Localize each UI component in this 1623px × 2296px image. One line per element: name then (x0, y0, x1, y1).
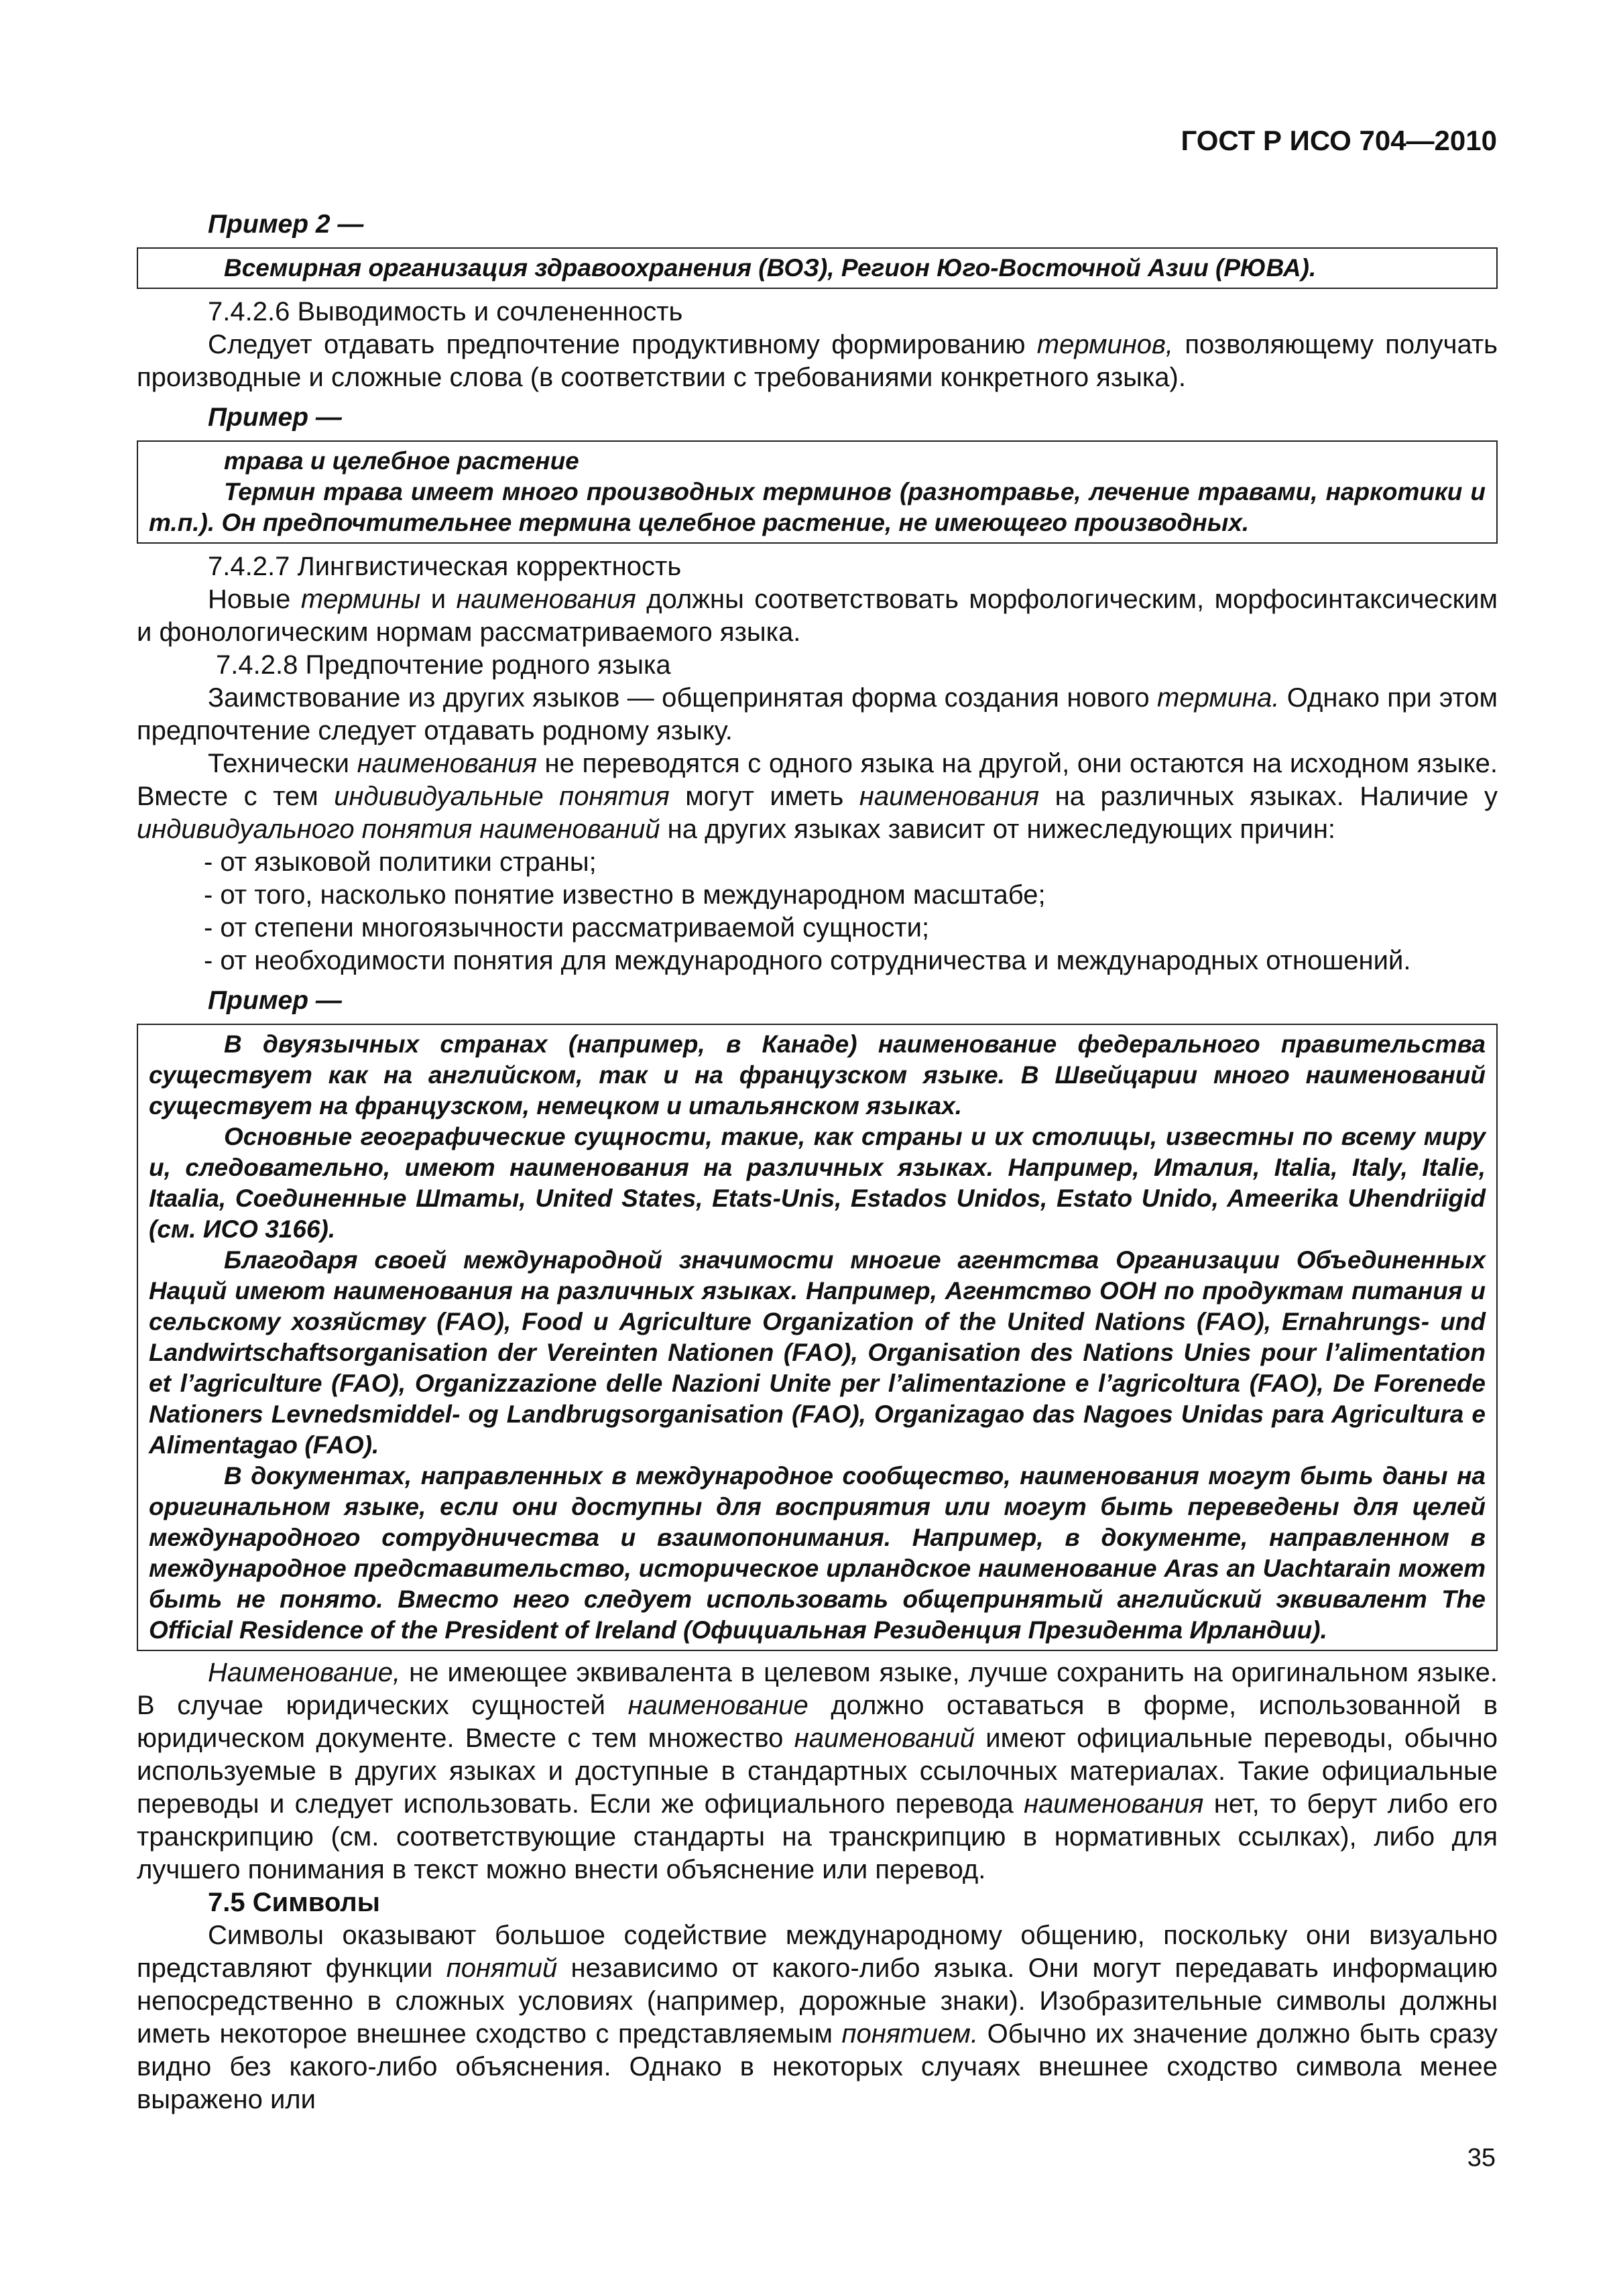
example-7-4-2-6-box (137, 440, 1498, 544)
term-emphasis: индивидуальные понятия (334, 782, 670, 811)
example-7-4-2-8-label: Пример — (208, 986, 342, 1015)
text-run: Технически (208, 749, 357, 778)
text-run: имеют официальные переводы, обычно используемые в других языках и доступные в стандартных ссылочных материалах. Такие официальные переводы и следует использовать. Если же официального перевода (137, 1724, 1498, 1819)
text-run: не имеющее эквивалента в целевом языке, лучше сохранить на оригинальном языке. В случае юридических сущностей (137, 1658, 1498, 1720)
text-run: независимо от какого-либо языка. Они могут передавать информацию непосредственно в сложных условиях (например, дорожные знаки). Изобразительные символы должны иметь некоторое внешнее сходство с представляемым (137, 1953, 1498, 2049)
term-emphasis: термины (300, 585, 421, 614)
text-run: Однако при этом предпочтение следует отдавать родному языку. (137, 683, 1498, 745)
example-term-line: трава и целебное растение (224, 447, 579, 475)
text-run: Символы оказывают большое содействие международному общению, поскольку они визуально представляют функции (137, 1921, 1498, 1983)
section-7-4-2-6-paragraph (137, 328, 1498, 394)
text-run: на различных языках. Наличие у (1039, 782, 1498, 811)
section-7-4-2-7-heading: 7.4.2.7 Лингвистическая корректность (208, 552, 682, 581)
text-run: на других языках зависит от нижеследующих причин: (660, 814, 1336, 844)
standard-designation: ГОСТ Р ИСО 704—2010 (1181, 125, 1497, 156)
list-item: - от необходимости понятия для международного сотрудничества и международных отношений. (204, 946, 1411, 975)
term-emphasis: наименования (1024, 1789, 1204, 1819)
text-run: нет, то берут либо его транскрипцию (см. соответствующие стандарты на транскрипцию в нормативных ссылках), либо для лучшего понимания в текст можно внести объяснение или перевод. (137, 1789, 1498, 1884)
text-run: могут иметь (669, 782, 859, 811)
example-2-label: Пример 2 — (208, 210, 364, 239)
term-emphasis: наименований (794, 1724, 975, 1753)
text-run: Заимствование из других языков — общепринятая форма создания нового (208, 683, 1158, 713)
text-run: Обычно их значение должно быть сразу видно без какого-либо объяснения. Однако в некоторых случаях внешнее сходство символа менее выражено или (137, 2019, 1498, 2114)
section-7-4-2-8-paragraph-2 (137, 747, 1498, 846)
section-7-4-2-8-paragraph-1 (137, 682, 1498, 747)
term-emphasis: понятием. (841, 2019, 979, 2049)
section-7-4-2-8-paragraph-3 (137, 1656, 1498, 1886)
section-7-5-heading: 7.5 Символы (208, 1888, 380, 1917)
text-run: должно оставаться в форме, использованной в юридическом документе. Вместе с тем множество (137, 1691, 1498, 1753)
term-emphasis: понятий (446, 1953, 558, 1983)
example-explanation: Термин трава имеет много производных терминов (разнотравье, лечение травами, наркотики и т.п.). Он предпочтительнее термина целебное растение, не имеющего производных. (149, 478, 1486, 536)
text-run: Новые (208, 585, 301, 614)
example-7-4-2-6-label: Пример — (208, 403, 342, 432)
list-item: - от языковой политики страны; (204, 847, 597, 877)
example-7-4-2-8-box (137, 1024, 1498, 1651)
section-7-5-paragraph (137, 1919, 1498, 2116)
text-run: Следует отдавать предпочтение продуктивному формированию (208, 330, 1037, 359)
list-item: - от степени многоязычности рассматриваемой сущности; (204, 913, 930, 943)
term-emphasis: наименования (357, 749, 537, 778)
term-emphasis: термина. (1157, 683, 1280, 713)
term-emphasis: терминов, (1036, 330, 1174, 359)
term-emphasis: Наименование, (208, 1658, 401, 1687)
example-paragraph: Благодаря своей международной значимости многие агентства Организации Объединенных Наций имеют наименования на различных языках. Например, Агентство ООН по продуктам питания и сельскому хозяйству (FAO), Food и Agriculture Organization of the United Nations (FAO), Ernahrungs- und Landwirtschaftsorganisation der Vereinten Nationen (FAO), Organisation des Nations Unies pour l’alimentation et l’agriculture (FAO), Organizzazione delle Nazioni Unite per l’alimentazione e l’agricoltura (FAO), De Forenede Nationers Levnedsmiddel- og Landbrugsorganisation (FAO), Organizagao das Nagoes Unidas para Agricultura e Alimentagao (FAO). (149, 1246, 1486, 1459)
text-run: позволяющему получать производные и сложные слова (в соответствии с требованиями конкретного языка). (137, 330, 1498, 392)
page-body (137, 201, 1498, 2116)
example-paragraph: В двуязычных странах (например, в Канаде) наименование федерального правительства существует как на английском, так и на французском языке. В Швейцарии много наименований существует на французском, немецком и итальянском языках. (149, 1030, 1486, 1120)
text-run: и (420, 585, 457, 614)
example-paragraph: Основные географические сущности, такие, как страны и их столицы, известны по всему миру и, следовательно, имеют наименования на различных языках. Например, Италия, Italia, Italy, Italie, Itaalia, Соединенные Штаты, United States, Etats-Unis, Estados Unidos, Estato Unido, Ameerika Uhendriigid (см. ИСО 3166). (149, 1123, 1486, 1243)
term-emphasis: наименования (859, 782, 1040, 811)
term-emphasis: наименования (456, 585, 636, 614)
example-2-box (137, 247, 1498, 289)
section-7-4-2-6-heading: 7.4.2.6 Выводимость и сочлененность (208, 297, 683, 326)
text-run: не переводятся с одного языка на другой, они остаются на исходном языке. Вместе с тем (137, 749, 1498, 811)
example-paragraph: В документах, направленных в международное сообщество, наименования могут быть даны на оригинальном языке, если они доступны для восприятия или могут быть переведены для целей международного сотрудничества и взаимопонимания. Например, в документе, направленном в международное представительство, историческое ирландское наименование Aras an Uachtarain может быть не понято. Вместо него следует использовать общепринятый английский эквивалент The Official Residence of the President of Ireland (Официальная Резиденция Президента Ирландии). (149, 1462, 1486, 1644)
example-2-text: Всемирная организация здравоохранения (ВОЗ), Регион Юго-Восточной Азии (РЮВА). (224, 254, 1317, 282)
text-run: должны соответствовать морфологическим, морфосинтаксическим и фонологическим нормам рассматриваемого языка. (137, 585, 1498, 647)
term-emphasis: наименование (627, 1691, 808, 1720)
page-number: 35 (1467, 2144, 1496, 2172)
list-item: - от того, насколько понятие известно в международном масштабе; (204, 880, 1046, 910)
term-emphasis: индивидуального понятия наименований (137, 814, 660, 844)
section-7-4-2-7-paragraph (137, 583, 1498, 649)
section-7-4-2-8-heading: 7.4.2.8 Предпочтение родного языка (216, 650, 671, 680)
